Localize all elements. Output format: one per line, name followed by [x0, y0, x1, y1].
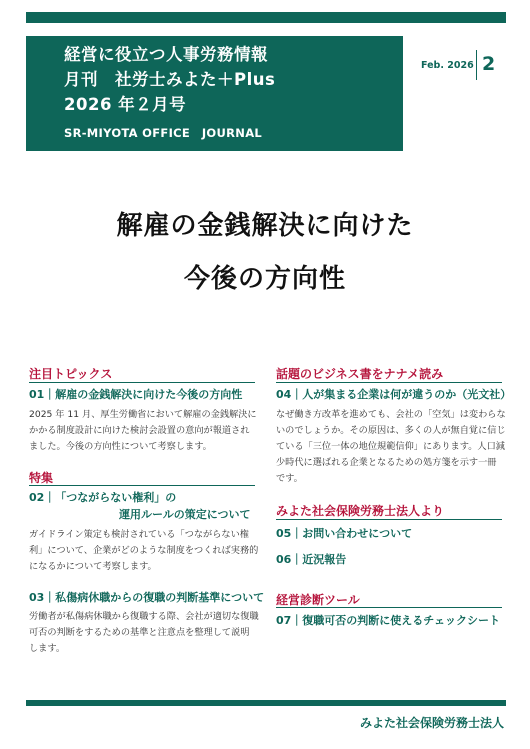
section-divider	[29, 485, 255, 486]
body-line: かかる制度設計に向けた検討会設置の意向が報道され	[29, 425, 250, 436]
main-title-line2: 今後の方向性	[183, 264, 346, 294]
section-title-business-book: 話題のビジネス書をナナメ読み	[276, 367, 444, 381]
top-bar	[26, 12, 506, 23]
body-line: になるかについて考察します。	[29, 561, 157, 572]
body-line: です。	[276, 473, 303, 484]
body-line: 可否の判断をするための基準と注意点を整理して説明	[29, 627, 250, 638]
bottom-bar	[26, 700, 506, 706]
journal-name: SR-MIYOTA OFFICE JOURNAL	[64, 126, 263, 140]
body-line: いのでしょうか。その原因は、多くの人が無自覚に信じ	[276, 425, 506, 436]
body-line: ている「三位一体の地位規範信仰」にあります。人口減	[276, 441, 505, 452]
body-line: ガイドライン策定も検討されている「つながらない権	[29, 529, 249, 540]
item-title-02b: 運用ルールの策定について	[119, 508, 251, 521]
header-issue: 2026 年２月号	[64, 95, 187, 114]
item-title-02a: 02｜「つながらない権利」の	[29, 491, 177, 504]
item-title-06: 06｜近況報告	[276, 553, 347, 566]
section-title-topics: 注目トピックス	[29, 367, 113, 381]
body-line: 労働者が私傷病休職から復職する際、会社が適切な復職	[29, 611, 259, 622]
section-title-office: みよた社会保険労務士法人より	[276, 504, 445, 518]
section-divider	[276, 607, 502, 608]
item-title-01: 01｜解雇の金銭解決に向けた今後の方向性	[29, 388, 243, 401]
issue-divider	[476, 50, 477, 80]
item-title-05: 05｜お問い合わせについて	[276, 527, 413, 540]
issue-date: Feb. 2026	[421, 60, 474, 71]
item-title-04: 04｜人が集まる企業は何が違うのか（光文社）	[276, 388, 512, 401]
header-subtitle: 経営に役立つ人事労務情報	[64, 45, 268, 64]
section-divider	[276, 519, 502, 520]
body-line: なぜ働き方改革を進めても、会社の「空気」は変わらな	[276, 409, 506, 420]
header-publication-name: 月刊 社労士みよた＋Plus	[64, 70, 276, 89]
body-line: ました。今後の方向性について考察します。	[29, 441, 212, 452]
issue-number: 2	[482, 53, 496, 75]
body-line: 利」について、企業がどのような制度をつくれば実務的	[29, 545, 259, 556]
main-title-line1: 解雇の金銭解決に向けた	[116, 211, 414, 241]
body-line: 2025 年 11 月、厚生労働省において解雇の金銭解決に	[29, 409, 257, 420]
section-title-feature: 特集	[29, 471, 54, 485]
body-line: 少時代に選ばれる企業となるための処方箋を示す一冊	[276, 457, 497, 468]
section-divider	[29, 382, 255, 383]
body-line: します。	[29, 643, 66, 654]
section-divider	[276, 382, 502, 383]
footer-organization: みよた社会保険労務士法人	[359, 716, 504, 730]
section-title-diagnosis: 経営診断ツール	[276, 593, 360, 607]
item-title-03: 03｜私傷病休職からの復職の判断基準について	[29, 591, 265, 604]
item-title-07: 07｜復職可否の判断に使えるチェックシート	[276, 614, 500, 627]
